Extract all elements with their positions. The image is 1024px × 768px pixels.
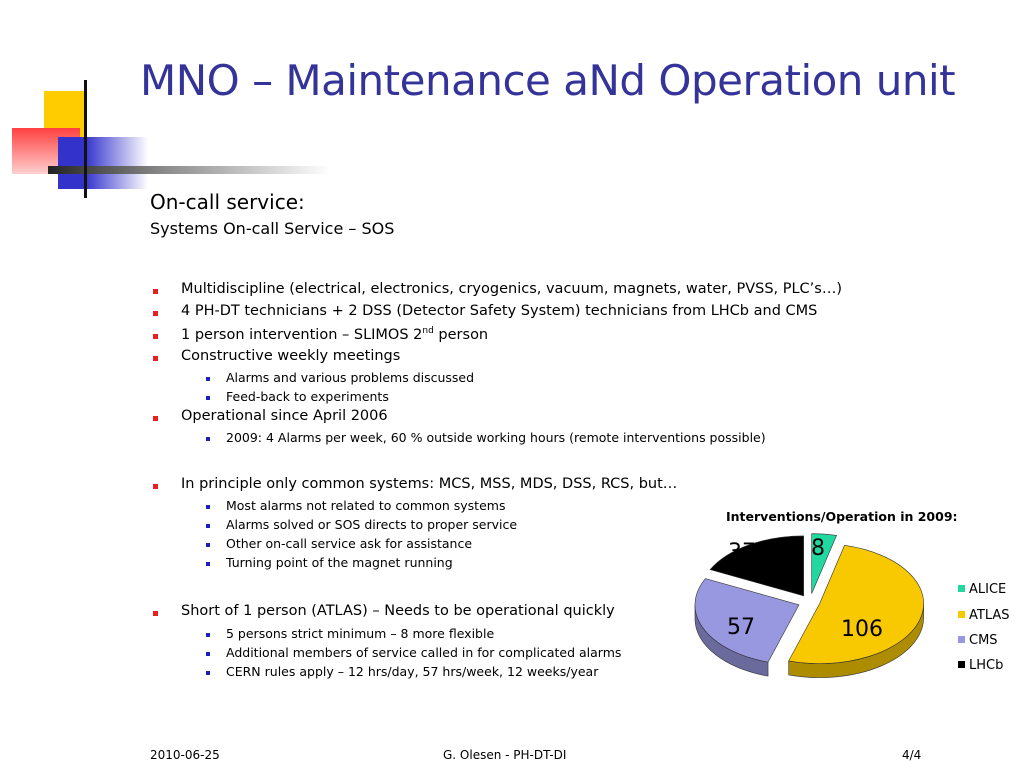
bullet-common-systems: In principle only common systems: MCS, MSS, MDS, DSS, RCS, but… xyxy=(181,476,678,492)
legend-swatch-lhcb xyxy=(958,661,965,668)
subbullet-proper-service: Alarms solved or SOS directs to proper service xyxy=(226,517,518,532)
bullet-operational-since: Operational since April 2006 xyxy=(181,408,388,424)
legend-label-cms: CMS xyxy=(969,633,998,648)
footer-date: 2010-06-25 xyxy=(150,748,220,762)
bullet-intervention-tail: person xyxy=(433,326,489,343)
value-label-atlas: 106 xyxy=(841,617,883,642)
subbullet-additional-members: Additional members of service called in for complicated alarms xyxy=(226,645,622,660)
section-heading: On-call service: xyxy=(150,190,305,214)
section-subheading: Systems On-call Service – SOS xyxy=(150,219,395,238)
deco-blue-gradient xyxy=(58,137,148,189)
subbullet-magnet-running: Turning point of the magnet running xyxy=(226,555,453,570)
subbullet-feedback: Feed-back to experiments xyxy=(226,389,389,404)
bullet-intervention xyxy=(181,326,488,343)
subbullet-persons-minimum: 5 persons strict minimum – 8 more flexible xyxy=(226,626,495,641)
legend-item-lhcb xyxy=(958,658,1003,673)
legend-label-alice: ALICE xyxy=(969,582,1007,597)
legend-swatch-alice xyxy=(958,585,965,592)
legend-item-atlas xyxy=(958,608,1010,623)
bullet-short-of-person: Short of 1 person (ATLAS) – Needs to be operational quickly xyxy=(181,603,615,619)
slide-title: MNO – Maintenance aNd Operation unit xyxy=(140,56,956,105)
legend-label-atlas: ATLAS xyxy=(969,608,1010,623)
subbullet-cern-rules: CERN rules apply – 12 hrs/day, 57 hrs/week, 12 weeks/year xyxy=(226,664,599,679)
bullet-technicians: 4 PH-DT technicians + 2 DSS (Detector Safety System) technicians from LHCb and CMS xyxy=(181,303,818,319)
pie-chart xyxy=(690,530,930,690)
value-label-lhcb: 37 xyxy=(728,540,756,565)
pie-slice-atlas xyxy=(789,545,924,677)
subbullet-not-related: Most alarms not related to common systems xyxy=(226,498,506,513)
bullet-meetings: Constructive weekly meetings xyxy=(181,348,401,364)
legend-swatch-cms xyxy=(958,636,965,643)
value-label-alice: 8 xyxy=(811,536,825,561)
bullet-multidiscipline: Multidiscipline (electrical, electronics, cryogenics, vacuum, magnets, water, PVSS, PLC’s…) xyxy=(181,281,843,297)
subbullet-assistance: Other on-call service ask for assistance xyxy=(226,536,473,551)
chart-title: Interventions/Operation in 2009: xyxy=(726,509,958,524)
value-label-cms: 57 xyxy=(727,615,755,640)
legend-swatch-atlas xyxy=(958,611,965,618)
subbullet-alarms-discussed: Alarms and various problems discussed xyxy=(226,370,475,385)
legend-item-alice xyxy=(958,582,1006,597)
subbullet-alarms-per-week: 2009: 4 Alarms per week, 60 % outside working hours (remote interventions possible) xyxy=(226,430,766,445)
bullet-intervention-text: 1 person intervention – SLIMOS 2 xyxy=(181,326,423,343)
deco-horizontal-bar xyxy=(48,166,330,174)
superscript-nd: nd xyxy=(422,326,434,336)
footer-author: G. Olesen - PH-DT-DI xyxy=(443,748,567,762)
legend-item-cms xyxy=(958,633,998,648)
deco-vertical-line xyxy=(84,80,87,198)
footer-page-number: 4/4 xyxy=(902,748,922,762)
legend-label-lhcb: LHCb xyxy=(969,658,1004,673)
